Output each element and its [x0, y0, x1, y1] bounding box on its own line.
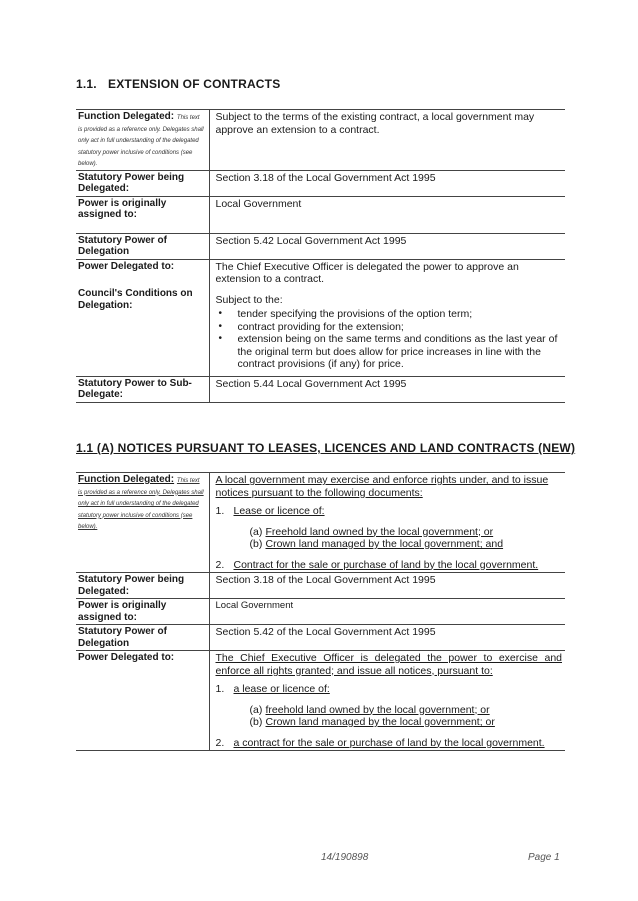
power-delegated-text: The Chief Executive Officer is delegated the power to approve an extension to a contract.: [215, 260, 519, 285]
sub-list: [250, 704, 563, 729]
numbered-list: [216, 505, 563, 571]
row-label: [76, 259, 209, 376]
table-row: [76, 170, 565, 196]
sub-item-text: freehold land owned by the local government; or: [265, 703, 490, 716]
row-value: Section 3.18 of the Local Government Act 1995: [209, 573, 565, 599]
sub-item-letter: (b): [249, 538, 263, 550]
item-number: 1.: [215, 505, 225, 517]
item-number: 2.: [215, 558, 225, 571]
section-number: 1.1.: [76, 77, 97, 91]
row-value: Section 3.18 of the Local Government Act 1995: [209, 170, 565, 196]
section-heading: [76, 77, 280, 91]
list-item: [216, 683, 563, 729]
list-item: • tender specifying the provisions of the option term;: [238, 308, 563, 321]
item-number: 2.: [215, 736, 225, 749]
row-value: Local Government: [209, 196, 565, 233]
section-heading: 1.1 (A) NOTICES PURSUANT TO LEASES, LICENCES AND LAND CONTRACTS (NEW): [76, 441, 576, 455]
numbered-list: [216, 683, 563, 749]
sub-item: [250, 704, 563, 717]
row-value: Local Government: [209, 599, 565, 625]
row-value: [209, 259, 565, 376]
row-value: Section 5.44 Local Government Act 1995: [209, 376, 565, 402]
power-delegated-intro: The Chief Executive Officer is delegated the power to exercise and enforce all rights granted; and issue all notices, pursuant to:: [215, 652, 562, 677]
table-row: [76, 376, 565, 402]
table-row: [76, 259, 565, 376]
row-label: Power is originally assigned to:: [76, 196, 209, 233]
sub-item-letter: (a): [249, 703, 263, 716]
list-item: [216, 505, 563, 551]
delegation-table: [76, 472, 565, 751]
reference-note: This text is provided as a reference only. Delegates shall only act in full understanding of the delegated statutory power inclusive of conditions (see below).: [78, 115, 204, 167]
delegation-table: [76, 109, 565, 403]
list-item: [216, 737, 563, 750]
conditions-list: [216, 308, 563, 371]
row-label: Statutory Power of Delegation: [76, 233, 209, 259]
section-title: EXTENSION OF CONTRACTS: [108, 77, 281, 91]
table-row: [76, 233, 565, 259]
function-delegated-label: Function Delegated:: [78, 474, 175, 485]
row-value: Section 5.42 of the Local Government Act 1995: [209, 625, 565, 651]
sub-item-letter: (b): [249, 716, 263, 728]
reference-note: This text is provided as a reference only. Delegates shall only act in full understanding of the delegated statutory power inclusive of conditions (see below).: [78, 478, 204, 530]
document-reference: 14/190898: [321, 852, 369, 863]
conditions-label: Council's Conditions on Delegation:: [78, 288, 193, 311]
sub-item-text: Crown land managed by the local government; or: [265, 716, 495, 728]
row-label: [76, 110, 209, 171]
item-text: a lease or licence of:: [233, 683, 330, 695]
row-label: Power is originally assigned to:: [76, 599, 209, 625]
table-row: [76, 625, 565, 651]
sub-item: [250, 538, 563, 551]
conditions-intro: Subject to the:: [215, 293, 283, 306]
row-value: Subject to the terms of the existing contract, a local government may approve an extension to a contract.: [209, 110, 565, 171]
item-text: a contract for the sale or purchase of land by the local government.: [233, 736, 545, 749]
row-value: [209, 651, 565, 751]
row-label: Power Delegated to:: [76, 651, 209, 751]
item-text: Contract for the sale or purchase of land by the local government.: [233, 558, 539, 571]
table-row: [76, 599, 565, 625]
table-row: [76, 573, 565, 599]
row-label: [76, 473, 209, 573]
table-row: [76, 473, 565, 573]
sub-item: [250, 526, 563, 539]
sub-item-text: Crown land managed by the local government; and: [265, 538, 504, 550]
power-delegated-label: Power Delegated to:: [78, 260, 175, 272]
sub-list: [250, 526, 563, 551]
row-label: Statutory Power to Sub-Delegate:: [76, 376, 209, 402]
row-label: Statutory Power being Delegated:: [76, 573, 209, 599]
table-row: [76, 196, 565, 233]
page-number: Page 1: [528, 852, 560, 863]
sub-item: [250, 716, 563, 729]
row-label: Statutory Power of Delegation: [76, 625, 209, 651]
row-value: Section 5.42 Local Government Act 1995: [209, 233, 565, 259]
list-item: • contract providing for the extension;: [238, 321, 563, 334]
table-row: [76, 110, 565, 171]
row-label: Statutory Power being Delegated:: [76, 170, 209, 196]
item-text: Lease or licence of:: [233, 505, 325, 517]
sub-item-letter: (a): [249, 525, 263, 538]
list-item: [216, 559, 563, 572]
function-delegated-label: Function Delegated:: [78, 111, 175, 122]
row-value: [209, 473, 565, 573]
function-intro: A local government may exercise and enforce rights under, and to issue notices pursuant to the following documents:: [215, 474, 549, 499]
item-number: 1.: [215, 683, 225, 695]
sub-item-text: Freehold land owned by the local government; or: [265, 525, 494, 538]
list-item: • extension being on the same terms and conditions as the last year of the original term but does allow for price increases in line with the contract provisions (if any) for price.: [238, 333, 563, 371]
table-row: [76, 651, 565, 751]
